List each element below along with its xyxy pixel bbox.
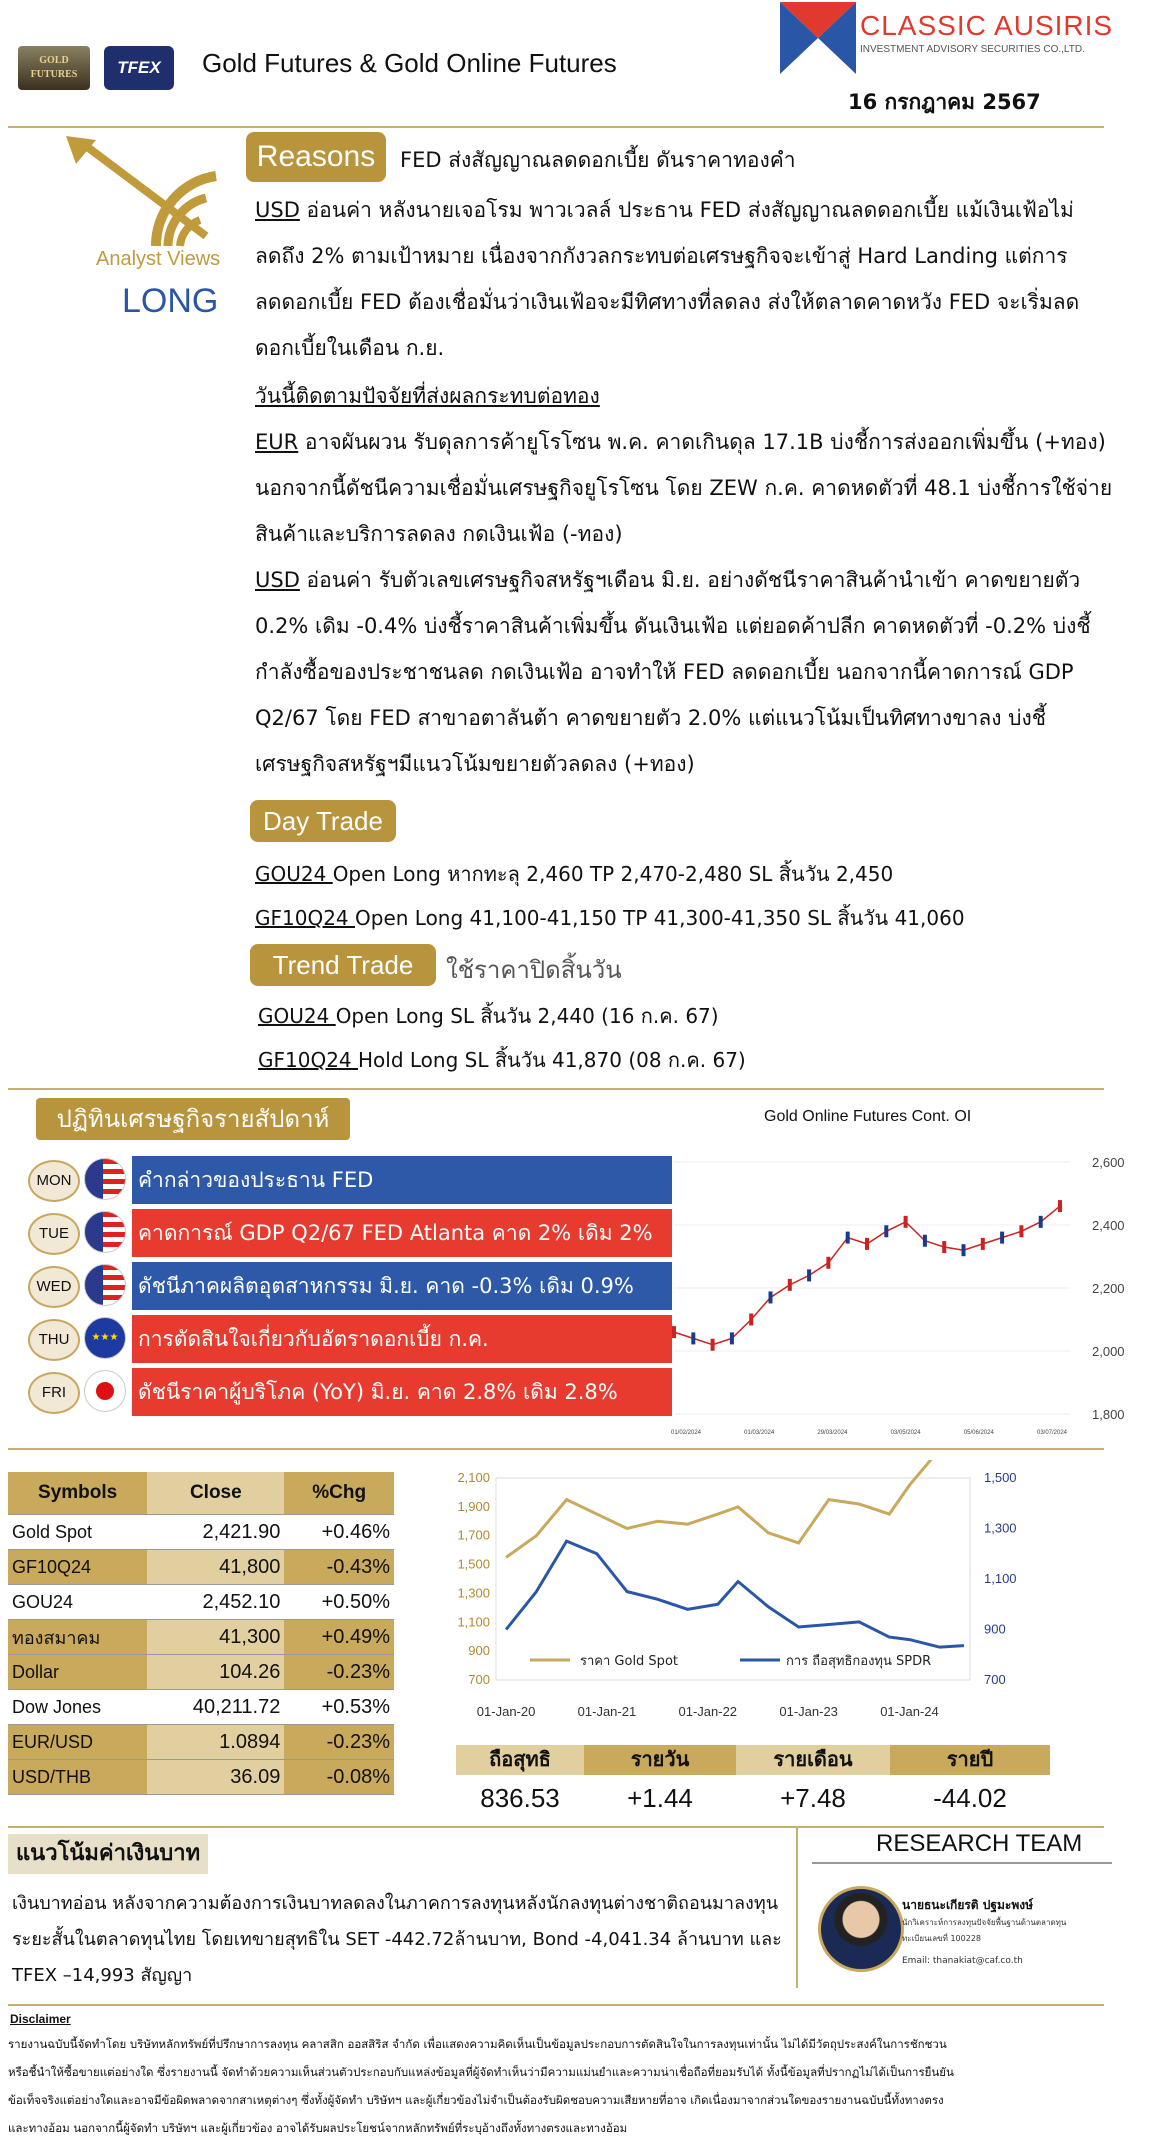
- oi-candle: [691, 1332, 695, 1344]
- page-title: Gold Futures & Gold Online Futures: [202, 48, 617, 78]
- symbol-close: 2,452.10: [147, 1585, 284, 1620]
- oi-candle: [730, 1332, 734, 1344]
- spdr-value: 836.53: [480, 1783, 560, 1813]
- tfex-logo: TFEX: [104, 46, 174, 90]
- oi-candle: [942, 1241, 946, 1253]
- y-tick-label: 2,000: [1092, 1344, 1125, 1359]
- oi-candle: [807, 1269, 811, 1281]
- symbol-chg: +0.53%: [284, 1690, 394, 1725]
- line-text: 0.2% เดิม -0.4% บ่งชี้ราคาสินค้าเพิ่มขึ้น ดันเงินเฟ้อ แต่ยอดค้าปลีก คาดหดตัวที่ -0.2% บ่งชี้: [255, 614, 1091, 638]
- baht-line: เงินบาทอ่อน หลังจากความต้องการเงินบาทลดลงในภาคการลงทุนหลังนักลงทุนต่างชาติถอนมาลงทุน: [12, 1893, 779, 1914]
- oi-chart: [670, 1150, 1140, 1440]
- symbol-name: GF10Q24: [8, 1550, 147, 1585]
- spdr-value: +7.48: [780, 1783, 846, 1813]
- analyst-name: นายธนะเกียรติ ปฐมะพงษ์: [902, 1898, 1034, 1912]
- calendar-tag: ปฏิทินเศรษฐกิจรายสัปดาห์: [36, 1098, 350, 1140]
- line-text: อ่อนค่า หลังนายเจอโรม พาวเวลล์ ประธาน FED ส่งสัญญาณลดดอกเบี้ย แม้เงินเฟ้อไม่: [299, 198, 1074, 222]
- jp-flag-icon: [84, 1370, 126, 1412]
- us-flag-icon: [84, 1264, 126, 1306]
- calendar-event: ดัชนีภาคผลิตอุตสาหกรรม มิ.ย. คาด -0.3% เดิม 0.9%: [132, 1262, 672, 1310]
- symbol-chg: -0.23%: [284, 1725, 394, 1760]
- series-line-1: [506, 1541, 964, 1647]
- symbol-chg: +0.46%: [284, 1515, 394, 1550]
- oi-candle: [749, 1314, 753, 1326]
- table-row: [8, 1620, 394, 1655]
- table-row: [8, 1690, 394, 1725]
- text-line: [255, 288, 1079, 316]
- gold-spdr-chart: [440, 1460, 1040, 1730]
- text-line: [258, 1002, 719, 1030]
- day-trade-tag: Day Trade: [250, 800, 396, 842]
- section-divider-4: [8, 2004, 1104, 2006]
- text-line: [255, 750, 695, 778]
- spdr-value: +1.44: [627, 1783, 693, 1813]
- x-tick: 01-Jan-22: [678, 1704, 738, 1719]
- table-row: [8, 1760, 394, 1795]
- baht-line: TFEX –14,993 สัญญา: [12, 1965, 193, 1986]
- x-tick: 01-Jan-21: [577, 1704, 637, 1719]
- reasons-subhead: วันนี้ติดตามปัจจัยที่ส่งผลกระทบต่อทอง: [255, 384, 600, 408]
- symbol-close: 41,800: [147, 1550, 284, 1585]
- gold-futures-logo: GOLD FUTURES: [18, 46, 90, 90]
- symbol-close: 41,300: [147, 1620, 284, 1655]
- oi-chart-title: Gold Online Futures Cont. OI: [764, 1108, 972, 1125]
- underlined-term: EUR: [255, 430, 299, 454]
- baht-line: ระยะสั้นในตลาดทุนไทย โดยเทขายสุทธิใน SET -442.72ล้านบาท, Bond -4,041.34 ล้านบาท และ: [12, 1929, 782, 1950]
- line-text: อาจผันผวน รับดุลการค้ายูโรโซน พ.ค. คาดเกินดุล 17.1B บ่งชี้การส่งออกเพิ่มขึ้น (+ทอง): [298, 430, 1106, 454]
- spdr-value: -44.02: [933, 1783, 1007, 1813]
- reasons-headline: FED ส่งสัญญาณลดดอกเบี้ย ดันราคาทองคำ: [400, 148, 796, 172]
- disclaimer-line: หรือชี้นำให้ซื้อขายแต่อย่างใด ซึ่งรายงานนี้ จัดทำด้วยความเห็นส่วนตัวประกอบกับแหล่งข้อมูลที่ผู้จัดทำเห็นว่ามีความแม่นยำและความน่าเชื่อถือที่ยอมรับได้ ทั้งนี้ข้อมูลที่ปรากฏไม่ได้เป็นการยืนยัน: [8, 2065, 954, 2079]
- line-text: กำลังซื้อของประชาชนลด กดเงินเฟ้อ อาจทำให้ FED ลดดอกเบี้ย นอกจากนี้คาดการณ์ GDP: [255, 660, 1074, 684]
- text-line: [255, 904, 965, 932]
- line-text: ลดดอกเบี้ย FED ต้องเชื่อมั่นว่าเงินเฟ้อจะมีทิศทางที่ลดลง ส่งให้ตลาดคาดหวัง FED จะเริ่มลด: [255, 290, 1080, 314]
- disclaimer-line: ข้อเท็จจริงแต่อย่างใดและอาจมีข้อผิดพลาดจากสาเหตุต่างๆ ซึ่งทั้งผู้จัดทำ บริษัทฯ และผู้เกี่ยวข้องไม่จำเป็นต้องรับผิดชอบความเสียหายที่อาจ เกิดเนื่องมาจากส่วนใดของรายงานฉบับนี้ทั้งทางตรง: [8, 2093, 944, 2107]
- line-text: เศรษฐกิจสหรัฐฯมีแนวโน้มขยายตัวลดลง (+ทอง): [255, 752, 695, 776]
- text-line: [255, 334, 444, 362]
- day-fri: FRI: [28, 1372, 80, 1414]
- col-chg: %Chg: [284, 1472, 394, 1515]
- y-tick-label: 2,200: [1092, 1281, 1125, 1296]
- section-divider-3: [8, 1826, 1104, 1828]
- col-symbols: Symbols: [8, 1472, 147, 1515]
- symbol-chg: +0.49%: [284, 1620, 394, 1655]
- analyst-license: ทะเบียนเลขที่ 100228: [902, 1934, 981, 1943]
- col-close: Close: [147, 1472, 284, 1515]
- analyst-views-label: Analyst Views: [96, 248, 221, 270]
- underlined-term: GF10Q24: [255, 906, 355, 930]
- market-table: [8, 1472, 394, 1795]
- symbol-name: Dollar: [8, 1655, 147, 1690]
- us-flag-icon: [84, 1158, 126, 1200]
- calendar-event: ดัชนีราคาผู้บริโภค (YoY) มิ.ย. คาด 2.8% เดิม 2.8%: [132, 1368, 672, 1416]
- oi-candle: [826, 1257, 830, 1269]
- y-right-tick: 900: [984, 1621, 1006, 1637]
- symbol-close: 1.0894: [147, 1725, 284, 1760]
- symbol-close: 36.09: [147, 1760, 284, 1795]
- oi-candle: [962, 1244, 966, 1256]
- symbol-close: 40,211.72: [147, 1690, 284, 1725]
- line-text: อ่อนค่า รับตัวเลขเศรษฐกิจสหรัฐฯเดือน มิ.ย. อย่างดัชนีราคาสินค้านำเข้า คาดขยายตัว: [299, 568, 1081, 592]
- section-divider: [8, 1088, 1104, 1090]
- legend-spdr: การ ถือสุทธิกองทุน SPDR: [786, 1654, 932, 1669]
- disclaimer-line: รายงานฉบับนี้จัดทำโดย บริษัทหลักทรัพย์ที่ปรึกษาการลงทุน คลาสสิก ออสสิริส จำกัด เพื่อแสดงความคิดเห็นเป็นข้อมูลประกอบการตัดสินใจในการลงทุนเท่านั้น ไม่ได้มีวัตถุประสงค์ในการชักชวน: [8, 2037, 947, 2051]
- x-tick-label: 03/07/2024: [1036, 1430, 1068, 1436]
- day-tue: TUE: [28, 1213, 80, 1255]
- y-tick-label: 2,600: [1092, 1155, 1125, 1170]
- oi-candle: [1058, 1200, 1062, 1212]
- text-line: [255, 428, 1106, 456]
- analyst-avatar: [818, 1886, 904, 1972]
- symbol-name: USD/THB: [8, 1760, 147, 1795]
- text-line: [255, 520, 623, 548]
- line-text: นอกจากนี้ดัชนีความเชื่อมั่นเศรษฐกิจยูโรโซน โดย ZEW ก.ค. คาดหดตัวที่ 48.1 บ่งชี้การใช้จ่าย: [255, 476, 1113, 500]
- research-team-title: RESEARCH TEAM: [876, 1830, 1083, 1857]
- y-right-tick: 1,100: [984, 1571, 1017, 1586]
- oi-candle: [865, 1238, 869, 1250]
- spdr-header: รายปี: [890, 1745, 1050, 1775]
- research-title-divider: [812, 1862, 1112, 1864]
- oi-candle: [711, 1339, 715, 1351]
- underlined-term: GOU24: [258, 1004, 336, 1028]
- text-line: [255, 474, 1112, 502]
- company-subtitle: INVESTMENT ADVISORY SECURITIES CO.,LTD.: [860, 44, 1085, 55]
- table-row: [8, 1585, 394, 1620]
- x-tick-label: 05/06/2024: [963, 1430, 994, 1436]
- header-divider: [8, 126, 1104, 128]
- legend-gold: ราคา Gold Spot: [580, 1654, 678, 1669]
- oi-candle: [672, 1326, 676, 1338]
- table-row: [8, 1515, 394, 1550]
- oi-candle: [788, 1279, 792, 1291]
- table-row: [8, 1550, 394, 1585]
- y-right-tick: 700: [984, 1672, 1006, 1687]
- baht-tag: แนวโน้มค่าเงินบาท: [8, 1834, 208, 1874]
- line-text: Q2/67 โดย FED สาขาอตาลันต้า คาดขยายตัว 2.0% แต่แนวโน้มเป็นทิศทางขาลง บ่งชี้: [255, 706, 1046, 730]
- spdr-header: รายวัน: [584, 1745, 736, 1775]
- x-tick: 01-Jan-24: [880, 1704, 939, 1719]
- trend-trade-note: ใช้ราคาปิดสิ้นวัน: [446, 956, 622, 984]
- symbol-chg: -0.23%: [284, 1655, 394, 1690]
- x-tick: 01-Jan-23: [779, 1704, 838, 1719]
- symbol-name: GOU24: [8, 1585, 147, 1620]
- spdr-header: รายเดือน: [736, 1745, 890, 1775]
- company-name: CLASSIC AUSIRIS: [860, 10, 1114, 41]
- text-line: [255, 196, 1074, 224]
- analyst-email: Email: thanakiat@caf.co.th: [902, 1956, 1023, 1966]
- text-line: [255, 658, 1074, 686]
- series-line-0: [506, 1460, 964, 1557]
- disclaimer-title: Disclaimer: [10, 2012, 71, 2026]
- disclaimer-line: และทางอ้อม นอกจากนี้ผู้จัดทำ บริษัทฯ และผู้เกี่ยวข้อง อาจได้รับผลประโยชน์จากหลักทรัพย์ที่ระบุอ้างถึงทั้งทางตรงและทางอ้อม: [8, 2121, 628, 2135]
- underlined-term: USD: [255, 198, 300, 222]
- x-tick: 01-Jan-20: [476, 1704, 536, 1719]
- text-line: [255, 612, 1091, 640]
- day-thu: THU: [28, 1319, 80, 1361]
- symbol-chg: -0.08%: [284, 1760, 394, 1795]
- x-tick-label: 29/03/2024: [817, 1430, 848, 1436]
- classic-ausiris-logo-icon: [780, 2, 856, 74]
- y-left-tick: 1,500: [457, 1556, 490, 1572]
- line-text: สินค้าและบริการลดลง กดเงินเฟ้อ (-ทอง): [255, 522, 623, 546]
- y-left-tick: 2,100: [457, 1470, 490, 1485]
- y-left-tick: 900: [468, 1643, 490, 1659]
- y-left-tick: 700: [468, 1672, 490, 1687]
- us-flag-icon: [84, 1211, 126, 1253]
- x-tick-label: 01/02/2024: [670, 1430, 702, 1436]
- y-tick-label: 1,800: [1092, 1407, 1125, 1422]
- symbol-chg: -0.43%: [284, 1550, 394, 1585]
- section-divider-2: [8, 1448, 1104, 1450]
- oi-candle: [846, 1232, 850, 1244]
- trend-trade-tag: Trend Trade: [250, 944, 436, 986]
- eu-flag-icon: ★★★: [84, 1317, 126, 1359]
- symbol-name: EUR/USD: [8, 1725, 147, 1760]
- underlined-term: GF10Q24: [258, 1048, 358, 1072]
- x-tick-label: 03/05/2024: [890, 1430, 921, 1436]
- oi-candle: [1039, 1216, 1043, 1228]
- line-text: Open Long 41,100-41,150 TP 41,300-41,350 SL สิ้นวัน 41,060: [355, 906, 965, 930]
- y-left-tick: 1,300: [457, 1585, 490, 1601]
- table-row: [8, 1725, 394, 1760]
- oi-candle: [769, 1291, 773, 1303]
- spdr-header: ถือสุทธิ: [456, 1745, 584, 1775]
- symbol-name: ทองสมาคม: [8, 1620, 147, 1655]
- baht-divider: [796, 1828, 798, 1988]
- reasons-tag: Reasons: [246, 132, 386, 182]
- line-text: ลดถึง 2% ตามเป้าหมาย เนื่องจากกังวลกระทบต่อเศรษฐกิจจะเข้าสู่ Hard Landing แต่การ: [255, 244, 1068, 268]
- line-text: Hold Long SL สิ้นวัน 41,870 (08 ก.ค. 67): [358, 1048, 746, 1072]
- text-line: [255, 242, 1068, 270]
- text-line: [258, 1046, 746, 1074]
- y-right-tick: 1,500: [984, 1470, 1017, 1485]
- symbol-name: Gold Spot: [8, 1515, 147, 1550]
- calendar-event: คาดการณ์ GDP Q2/67 FED Atlanta คาด 2% เดิม 2%: [132, 1209, 672, 1257]
- underlined-term: USD: [255, 568, 300, 592]
- symbol-close: 104.26: [147, 1655, 284, 1690]
- oi-series-line: [674, 1206, 1060, 1345]
- calendar-event: คำกล่าวของประธาน FED: [132, 1156, 672, 1204]
- underlined-term: GOU24: [255, 862, 333, 886]
- line-text: ดอกเบี้ยในเดือน ก.ย.: [255, 336, 445, 360]
- day-mon: MON: [28, 1160, 80, 1202]
- y-tick-label: 2,400: [1092, 1218, 1125, 1233]
- y-left-tick: 1,900: [457, 1498, 490, 1514]
- calendar-event: การตัดสินใจเกี่ยวกับอัตราดอกเบี้ย ก.ค.: [132, 1315, 672, 1363]
- report-date: 16 กรกฎาคม 2567: [848, 90, 1041, 114]
- day-wed: WED: [28, 1266, 80, 1308]
- line-text: Open Long หากทะลุ 2,460 TP 2,470-2,480 SL สิ้นวัน 2,450: [332, 862, 894, 886]
- y-right-tick: 1,300: [984, 1520, 1017, 1536]
- analyst-role: นักวิเคราะห์การลงทุนปัจจัยพื้นฐานด้านตลาดทุน: [902, 1918, 1067, 1927]
- oi-candle: [923, 1235, 927, 1247]
- y-left-tick: 1,100: [457, 1614, 490, 1630]
- market-table-header: [8, 1472, 394, 1515]
- text-line: [255, 566, 1080, 594]
- oi-candle: [1000, 1232, 1004, 1244]
- text-line: [255, 860, 893, 888]
- symbol-close: 2,421.90: [147, 1515, 284, 1550]
- table-row: [8, 1655, 394, 1690]
- x-tick-label: 01/03/2024: [744, 1430, 775, 1436]
- line-text: Open Long SL สิ้นวัน 2,440 (16 ก.ค. 67): [335, 1004, 719, 1028]
- symbol-name: Dow Jones: [8, 1690, 147, 1725]
- oi-candle: [981, 1238, 985, 1250]
- oi-candle: [1019, 1225, 1023, 1237]
- oi-candle: [904, 1216, 908, 1228]
- text-line: [255, 704, 1046, 732]
- target-icon: [56, 136, 236, 256]
- analyst-view-long: LONG: [122, 282, 219, 320]
- y-left-tick: 1,700: [457, 1527, 490, 1543]
- symbol-chg: +0.50%: [284, 1585, 394, 1620]
- oi-candle: [884, 1225, 888, 1237]
